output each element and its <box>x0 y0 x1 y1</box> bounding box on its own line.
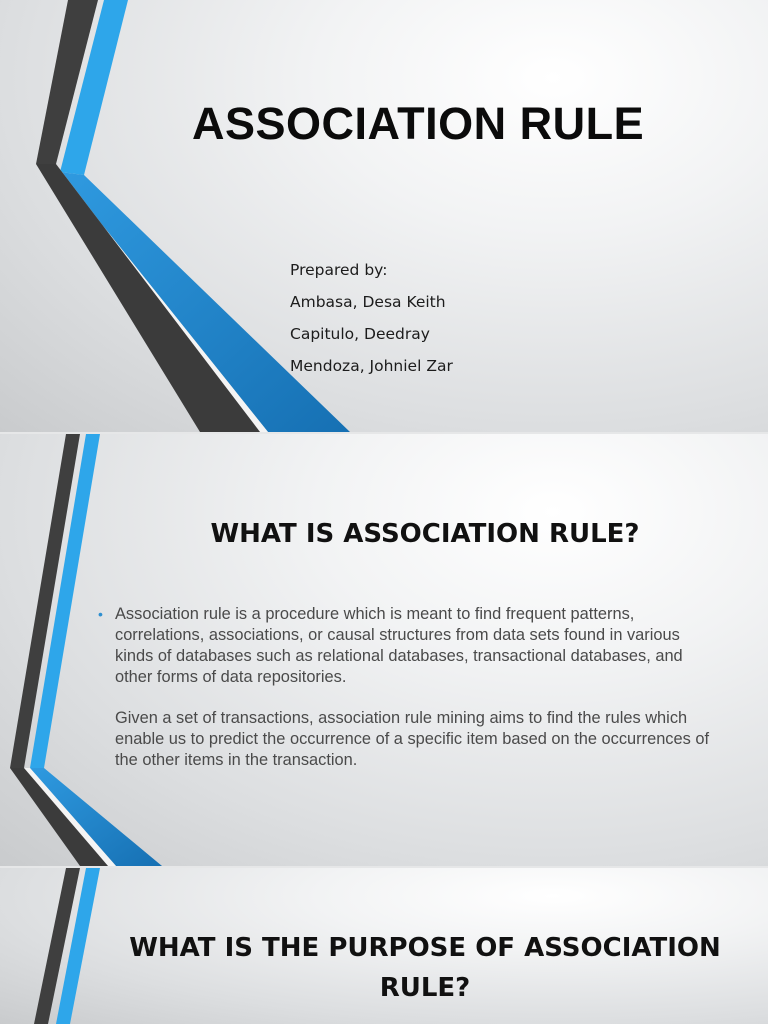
bullet-icon: • <box>98 606 103 622</box>
purpose-slide[interactable] <box>0 868 768 1024</box>
author-name: Capitulo, Deedray <box>290 325 430 343</box>
slide-title: WHAT IS THE PURPOSE OF ASSOCIATION RULE? <box>129 933 721 1003</box>
dark-band <box>36 164 260 432</box>
slide-title: WHAT IS ASSOCIATION RULE? <box>210 519 640 549</box>
bullet-text: Association rule is a procedure which is meant to find frequent patterns, correlations, associations, or causal structures from data sets found in various kinds of databases such as relational databases, transactional databases, and other forms of data repositories. <box>115 605 683 686</box>
paragraph-text: Given a set of transactions, association rule mining aims to find the rules which enable us to predict the occurrence of a specific item based on the occurrences of the other items in the transaction. <box>115 709 710 769</box>
prepared-by-label: Prepared by: <box>290 261 388 279</box>
authors-block <box>290 254 610 382</box>
title-slide[interactable] <box>0 0 768 432</box>
slide-body <box>98 604 718 771</box>
definition-slide[interactable] <box>0 434 768 866</box>
author-name: Ambasa, Desa Keith <box>290 293 446 311</box>
author-name: Mendoza, Johniel Zar <box>290 357 453 375</box>
presentation-title: ASSOCIATION RULE <box>192 98 645 149</box>
bullet-item <box>98 604 718 771</box>
